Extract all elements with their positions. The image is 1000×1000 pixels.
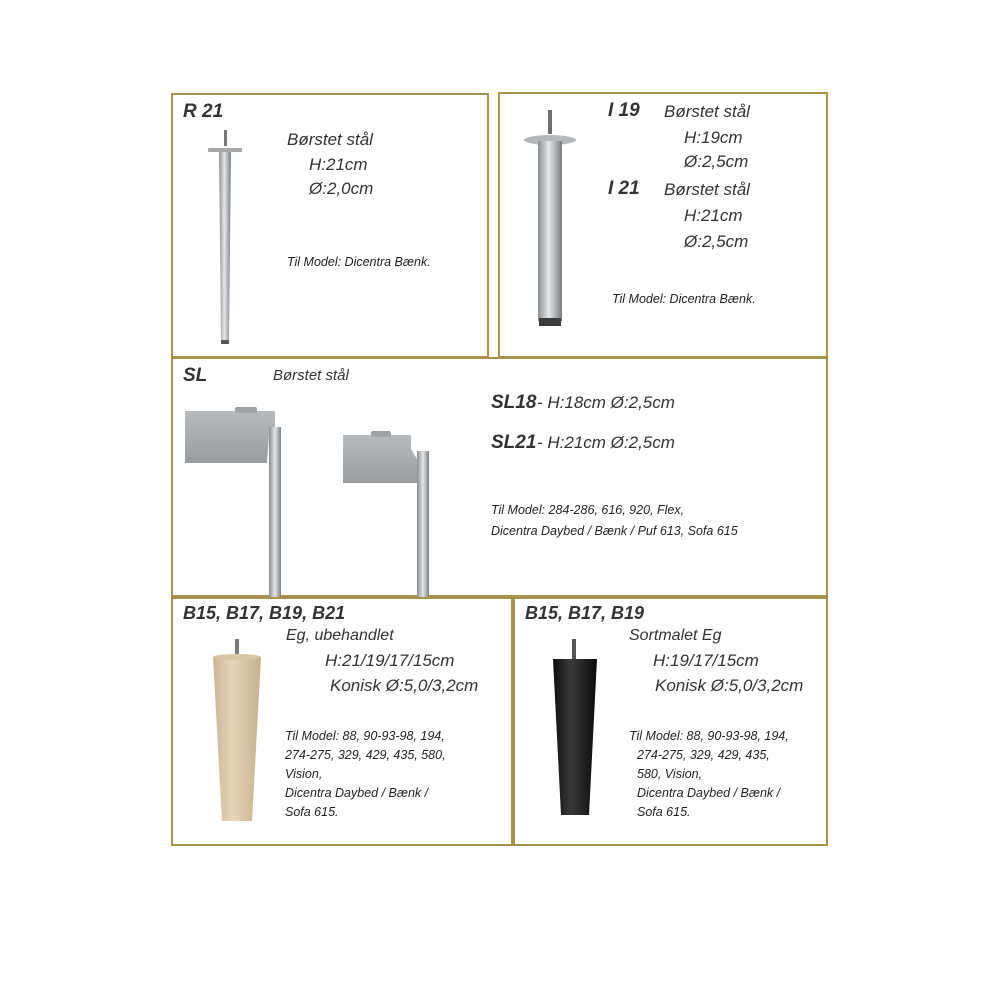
bracket-leg-image-sl18 (183, 405, 303, 595)
models-note: Vision, (285, 767, 323, 781)
product-code: B15, B17, B19 (525, 603, 645, 623)
product-code: I 19 (608, 100, 640, 121)
product-panel-r21 (171, 93, 489, 358)
models-note: 274-275, 329, 429, 435, 580, (285, 748, 446, 762)
bracket-leg-image-sl21 (341, 429, 451, 595)
product-panel-i19-i21 (498, 92, 828, 358)
height-spec: - H:21cm Ø:2,5cm (537, 433, 675, 452)
material-label: Børstet stål (664, 180, 750, 199)
material-label: Eg, ubehandlet (286, 627, 394, 644)
models-note: 274-275, 329, 429, 435, (637, 748, 770, 762)
models-note: Sofa 615. (285, 805, 339, 819)
models-note: Til Model: 284-286, 616, 920, Flex, (491, 503, 685, 517)
product-code: I 21 (608, 178, 640, 199)
steel-leg-image (518, 110, 588, 330)
height-spec: H:21cm (309, 155, 368, 174)
material-label: Børstet stål (287, 130, 373, 149)
product-panel-b-oak (171, 597, 513, 846)
product-code: B15, B17, B19, B21 (183, 603, 346, 623)
diameter-spec: Konisk Ø:5,0/3,2cm (330, 676, 479, 695)
diameter-spec: Konisk Ø:5,0/3,2cm (655, 676, 804, 695)
diameter-spec: Ø:2,0cm (309, 179, 374, 198)
product-panel-sl (171, 357, 828, 597)
steel-leg-image (198, 130, 258, 360)
product-code: SL18 (491, 392, 537, 413)
material-label: Sortmalet Eg (629, 627, 722, 644)
height-spec: H:19cm (684, 128, 743, 147)
height-spec: H:21/19/17/15cm (325, 651, 455, 670)
product-code: SL21 (491, 432, 537, 453)
black-leg-image (545, 639, 605, 819)
product-code: SL (183, 365, 208, 386)
diameter-spec: Ø:2,5cm (684, 232, 749, 251)
models-note: Dicentra Daybed / Bænk / (637, 786, 781, 800)
models-note: Sofa 615. (637, 805, 691, 819)
product-code: R 21 (183, 101, 224, 122)
models-note: Dicentra Daybed / Bænk / (285, 786, 429, 800)
models-note: Til Model: Dicentra Bænk. (612, 292, 756, 306)
models-note: Til Model: 88, 90-93-98, 194, (285, 729, 445, 743)
height-spec: H:19/17/15cm (653, 651, 759, 670)
diameter-spec: Ø:2,5cm (684, 152, 749, 171)
height-spec: H:21cm (684, 206, 743, 225)
product-panel-b-black (513, 597, 828, 846)
height-spec: - H:18cm Ø:2,5cm (537, 393, 675, 412)
material-label: Børstet stål (664, 102, 750, 121)
models-note: Dicentra Daybed / Bænk / Puf 613, Sofa 615 (491, 524, 738, 538)
models-note: Til Model: 88, 90-93-98, 194, (629, 729, 789, 743)
models-note: Til Model: Dicentra Bænk. (287, 255, 431, 269)
oak-leg-image (207, 639, 267, 829)
models-note: 580, Vision, (637, 767, 703, 781)
material-label: Børstet stål (273, 367, 349, 384)
